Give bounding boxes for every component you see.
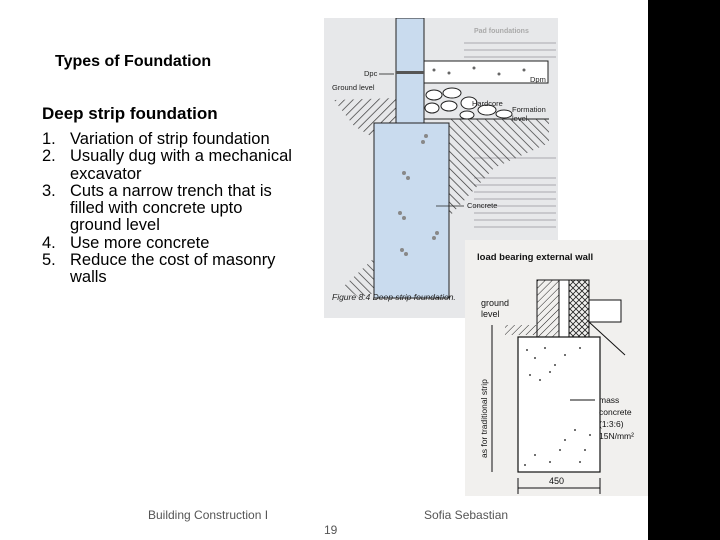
page-number: 19 <box>324 523 338 537</box>
list-item: 2. Usually dug with a mechanical excavator <box>42 147 292 183</box>
svg-text:450: 450 <box>549 476 565 486</box>
svg-text:Dpc: Dpc <box>364 69 378 78</box>
list-item: 3. Cuts a narrow trench that is filled with concrete upto ground level <box>42 181 272 235</box>
svg-text:mass: mass <box>599 395 620 405</box>
slide-title: Types of Foundation <box>55 53 212 70</box>
svg-text:Concrete: Concrete <box>467 201 498 210</box>
side-black-bar <box>648 0 720 540</box>
svg-text:Dpm: Dpm <box>530 75 546 84</box>
list-item: 4. Use more concrete <box>42 233 210 252</box>
svg-text:load bearing external wall: load bearing external wall <box>477 252 594 263</box>
svg-text:Formation: Formation <box>512 105 546 114</box>
svg-text:as for traditional strip: as for traditional strip <box>479 379 489 458</box>
svg-text:level: level <box>512 114 528 123</box>
list-item: 1. Variation of strip foundation <box>42 130 270 148</box>
figure-strip-detail <box>465 240 648 496</box>
point-list <box>42 131 292 287</box>
svg-text:Hardcore: Hardcore <box>472 99 503 108</box>
list-item: 5. Reduce the cost of masonry walls <box>42 251 276 287</box>
svg-text:level: level <box>481 309 500 319</box>
svg-text:Ground level: Ground level <box>332 83 375 92</box>
svg-text:(1:3:6): (1:3:6) <box>599 419 624 429</box>
svg-text:concrete: concrete <box>599 407 632 417</box>
svg-text:ground: ground <box>481 298 510 308</box>
section-subtitle: Deep strip foundation <box>42 104 218 123</box>
svg-text:Figure 8.4 Deep strip foundati: Figure 8.4 Deep strip foundation. <box>332 292 456 302</box>
footer-author: Sofia Sebastian <box>424 508 509 522</box>
footer-course: Building Construction I <box>148 508 269 522</box>
svg-text:15N/mm²: 15N/mm² <box>599 431 634 441</box>
svg-text:Pad foundations: Pad foundations <box>474 28 529 35</box>
